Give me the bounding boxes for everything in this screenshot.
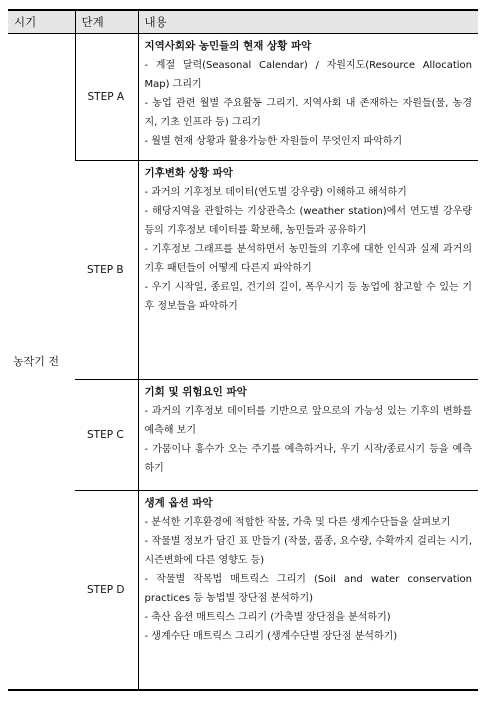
table-row-step-a <box>8 34 478 161</box>
header-era: 시기 <box>8 10 75 34</box>
step-label: STEP D <box>75 491 138 690</box>
step-content <box>138 34 478 161</box>
list-item: - 분석한 기후환경에 적합한 작물, 가축 및 다른 생계수단들을 살펴보기 <box>144 517 451 528</box>
step-label: STEP B <box>75 161 138 380</box>
list-item: - 작물별 작목법 매트릭스 그리기 (Soil and water conservation practices 등 농법별 장단점 분석하기) <box>144 574 472 604</box>
list-item: - 우기 시작일, 종료일, 건기의 길이, 폭우시기 등 농업에 참고할 수 있는 기후 정보들을 파악하기 <box>144 282 472 312</box>
list-item: - 과거의 기후정보 데이터를 기반으로 앞으로의 가능성 있는 기후의 변화를 예측해 보기 <box>144 406 472 436</box>
list-item: - 작물별 정보가 담긴 표 만들기 (작물, 품종, 요수량, 수확까지 걸리는 시기, 시즌변화에 다른 영향도 등) <box>144 536 472 566</box>
activity-table <box>8 9 478 691</box>
header-row <box>8 10 478 34</box>
list-item: - 축산 옵션 매트릭스 그리기 (가축별 장단점을 분석하기) <box>144 612 391 623</box>
list-item: - 생계수단 매트릭스 그리기 (생계수단별 장단점 분석하기) <box>144 631 398 642</box>
list-item: - 월별 현재 상황과 활용가능한 자원들이 무엇인지 파악하기 <box>144 136 403 147</box>
list-item: - 농업 관련 월별 주요활동 그리기. 지역사회 내 존재하는 자원들(물, 농경지, 기초 인프라 등) 그리기 <box>144 98 472 128</box>
step-label: STEP C <box>75 380 138 491</box>
step-label: STEP A <box>75 34 138 161</box>
era-cell: 농작기 전 <box>8 34 75 690</box>
header-step: 단계 <box>75 10 138 34</box>
table-row-step-b <box>8 161 478 380</box>
list-item: - 과거의 기후정보 데이터(연도별 강우량) 이해하고 해석하기 <box>144 187 407 198</box>
list-item: - 해당지역을 관할하는 기상관측소 (weather station)에서 연도별 강우량 등의 기후정보 데이터를 확보해, 농민들과 공유하기 <box>144 206 472 236</box>
header-content: 내용 <box>138 10 478 34</box>
step-content <box>138 380 478 491</box>
step-title: 기후변화 상황 파악 <box>144 167 233 179</box>
list-item: - 계절 달력(Seasonal Calendar) / 자원지도(Resource Allocation Map) 그리기 <box>144 60 472 90</box>
step-title: 생계 옵션 파악 <box>144 497 213 509</box>
step-content <box>138 491 478 690</box>
step-content <box>138 161 478 380</box>
list-item: - 가뭄이나 홍수가 오는 주기를 예측하거나, 우기 시작/종료시기 등을 예측하기 <box>144 444 472 474</box>
table-row-step-d <box>8 491 478 690</box>
table-row-step-c <box>8 380 478 491</box>
list-item: - 기후정보 그래프를 분석하면서 농민들의 기후에 대한 인식과 실제 과거의 기후 패턴들이 어떻게 다른지 파악하기 <box>144 244 472 274</box>
step-title: 지역사회와 농민들의 현재 상황 파악 <box>144 40 312 52</box>
step-title: 기회 및 위험요인 파악 <box>144 386 247 398</box>
